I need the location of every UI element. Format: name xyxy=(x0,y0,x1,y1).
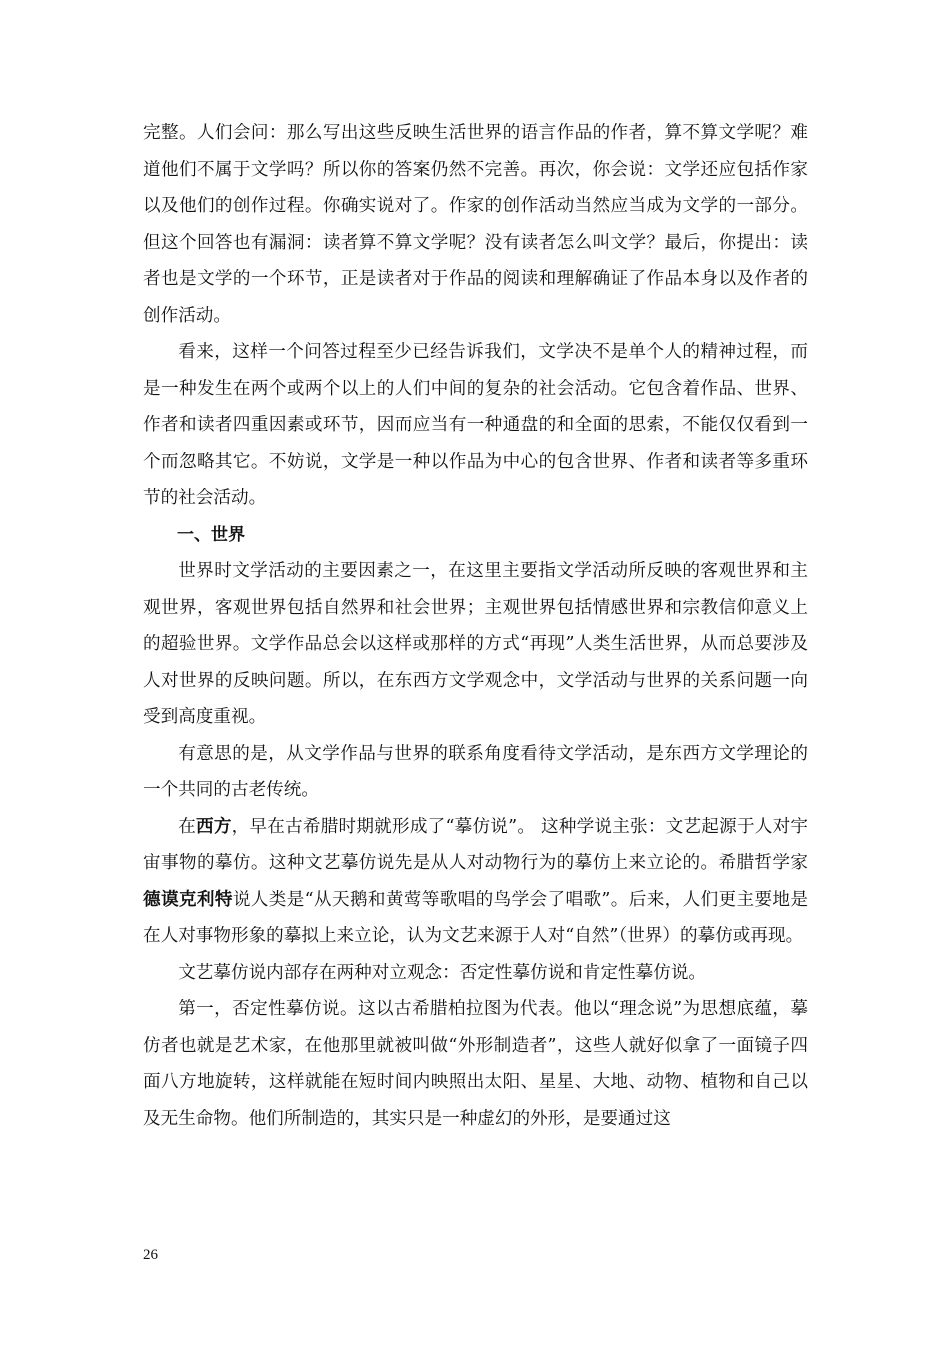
paragraph-continuation: 完整。人们会问：那么写出这些反映生活世界的语言作品的作者，算不算文学呢？难道他们不属于文学吗？所以你的答案仍然不完善。再次，你会说：文学还应包括作家以及他们的创作过程。你确实说对了。作家的创作活动当然应当成为文学的一部分。但这个回答也有漏洞：读者算不算文学呢？没有读者怎么叫文学？最后，你提出：读者也是文学的一个环节，正是读者对于作品的阅读和理解确证了作品本身以及作者的创作活动。 xyxy=(143,123,808,326)
paragraph-world-definition: 世界时文学活动的主要因素之一，在这里主要指文学活动所反映的客观世界和主观世界，客观世界包括自然界和社会世界；主观世界包括情感世界和宗教信仰意义上的超验世界。文学作品总会以这样或那样的方式“再现”人类生活世界，从而总要涉及人对世界的反映问题。所以，在东西方文学观念中，文学活动与世界的关系问题一向受到高度重视。 xyxy=(143,561,808,727)
west-part3: 说人类是“从天鹅和黄莺等歌唱的鸟学会了唱歌”。后来，人们更主要地是在人对事物形象的摹拟上来立论，认为文艺来源于人对“自然”（世界）的摹仿或再现。 xyxy=(143,889,808,946)
page-number: 26 xyxy=(143,1247,158,1263)
west-part2: ，早在古希腊时期就形成了“摹仿说”。 这种学说主张：文艺起源于人对宇宙事物的摹仿。这种文艺摹仿说先是从人对动物行为的摹仿上来立论的。希腊哲学家 xyxy=(143,816,808,873)
paragraph-two-views: 文艺摹仿说内部存在两种对立观念：否定性摹仿说和肯定性摹仿说。 xyxy=(178,962,707,983)
page-body xyxy=(143,115,808,1137)
paragraph-negative-mimesis: 第一，否定性摹仿说。这以古希腊柏拉图为代表。他以“理念说”为思想底蕴，摹仿者也就是艺术家，在他那里就被叫做“外形制造者”，这些人就好似拿了一面镜子四面八方地旋转，这样就能在短时间内映照出太阳、星星、大地、动物、植物和自己以及无生命物。他们所制造的，其实只是一种虚幻的外形，是要通过这 xyxy=(143,999,808,1129)
west-bold-term: 西方 xyxy=(196,815,232,837)
west-part1: 在 xyxy=(178,816,197,837)
section-heading-world: 一、世界 xyxy=(177,524,245,545)
paragraph-west-mimesis xyxy=(143,809,808,955)
paragraph-common-tradition: 有意思的是，从文学作品与世界的联系角度看待文学活动，是东西方文学理论的一个共同的古老传统。 xyxy=(143,743,808,800)
democritus-bold-name: 德谟克利特 xyxy=(143,888,233,910)
paragraph-literature-activity: 看来，这样一个问答过程至少已经告诉我们，文学决不是单个人的精神过程，而是一种发生在两个或两个以上的人们中间的复杂的社会活动。它包含着作品、世界、作者和读者四重因素或环节，因而应当有一种通盘的和全面的思索，不能仅仅看到一个而忽略其它。不妨说，文学是一种以作品为中心的包含世界、作者和读者等多重环节的社会活动。 xyxy=(143,342,808,508)
